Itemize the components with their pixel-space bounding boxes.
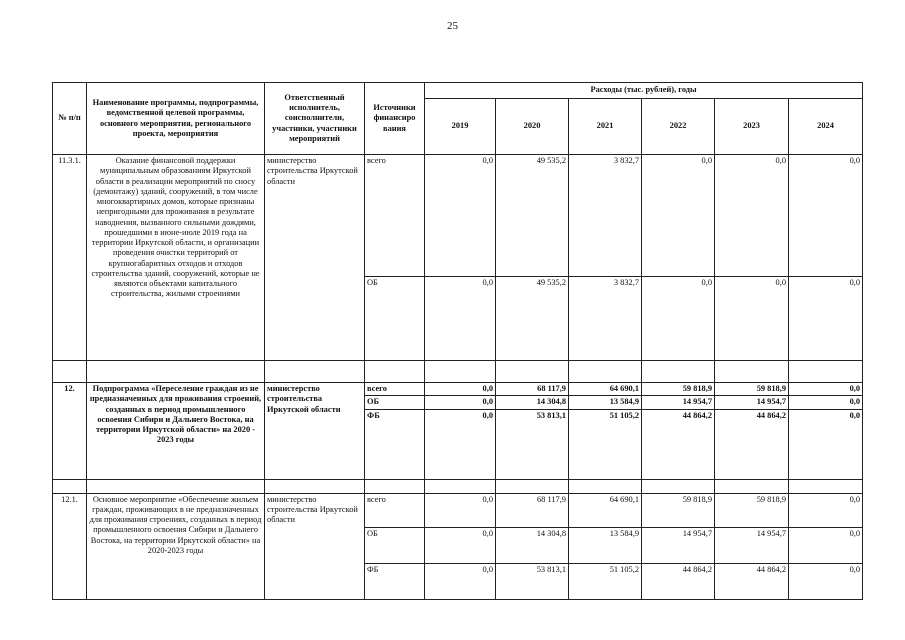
row-name: Оказание финансовой поддержки муниципальным образованиям Иркутской области в реализации мероприятий по сносу (демонтажу) зданий, сооружений, в том числе многоквартирных домов, которые признаны непригодными для проживания в результате наводнения, вызванного сильными дождями, прошедшими в июне-июле 2019 года на территории Иркутской области, и организации проведения очистки территорий от крупногабаритных отходов и отходов строительства зданий, сооружений, которые не являются объектами капитального строительства, жилыми строениями: [87, 155, 265, 361]
value-cell: 0,0: [425, 277, 496, 361]
row-code: 12.: [53, 383, 87, 480]
header-year: 2020: [496, 99, 569, 155]
row-name: Подпрограмма «Переселение граждан из не предназначенных для проживания строений, созданных в период промышленного освоения Сибири и Дальнего Востока, на территории Иркутской области» на 2020 - 2023 годы: [87, 383, 265, 480]
value-cell: 0,0: [789, 409, 863, 479]
row-source: всего: [365, 383, 425, 396]
row-source: ОБ: [365, 396, 425, 409]
spacer-row: [53, 361, 863, 383]
budget-table: [52, 82, 863, 600]
page-number: 25: [447, 20, 458, 32]
value-cell: 0,0: [425, 563, 496, 599]
value-cell: 0,0: [715, 155, 789, 277]
row-code: 12.1.: [53, 493, 87, 599]
row-source: ОБ: [365, 527, 425, 563]
header-year: 2019: [425, 99, 496, 155]
value-cell: 0,0: [789, 527, 863, 563]
value-cell: 53 813,1: [496, 409, 569, 479]
row-responsible: министерство строительства Иркутской области: [265, 155, 365, 361]
row-responsible: министерство строительства Иркутской области: [265, 493, 365, 599]
header-expenses: Расходы (тыс. рублей), годы: [425, 83, 863, 99]
value-cell: 0,0: [425, 155, 496, 277]
value-cell: 64 690,1: [569, 493, 642, 527]
table-row: [53, 155, 863, 277]
header-row-1: [53, 83, 863, 99]
value-cell: 64 690,1: [569, 383, 642, 396]
value-cell: 59 818,9: [642, 383, 715, 396]
row-name: Основное мероприятие «Обеспечение жильем граждан, проживающих в не предназначенных для проживания строениях, созданных в период промышленного освоения Сибири и Дальнего Востока, на территории Иркутской области» на 2020-2023 годы: [87, 493, 265, 599]
value-cell: 44 864,2: [642, 563, 715, 599]
value-cell: 53 813,1: [496, 563, 569, 599]
header-year: 2023: [715, 99, 789, 155]
value-cell: 0,0: [425, 409, 496, 479]
value-cell: 44 864,2: [642, 409, 715, 479]
value-cell: 14 954,7: [715, 527, 789, 563]
value-cell: 14 954,7: [715, 396, 789, 409]
value-cell: 59 818,9: [715, 383, 789, 396]
table-row: [53, 493, 863, 527]
row-source: всего: [365, 493, 425, 527]
value-cell: 13 584,9: [569, 527, 642, 563]
header-year: 2024: [789, 99, 863, 155]
header-year: 2021: [569, 99, 642, 155]
value-cell: 0,0: [425, 396, 496, 409]
value-cell: 14 304,8: [496, 527, 569, 563]
value-cell: 59 818,9: [642, 493, 715, 527]
value-cell: 0,0: [789, 493, 863, 527]
value-cell: 13 584,9: [569, 396, 642, 409]
header-year: 2022: [642, 99, 715, 155]
header-sources: Источники финансиро вания: [365, 83, 425, 155]
row-source: ФБ: [365, 563, 425, 599]
value-cell: 0,0: [425, 493, 496, 527]
row-responsible: министерство строительства Иркутской области: [265, 383, 365, 480]
value-cell: 44 864,2: [715, 563, 789, 599]
row-code: 11.3.1.: [53, 155, 87, 361]
header-no: № п/п: [53, 83, 87, 155]
spacer-row: [53, 479, 863, 493]
table-row: [53, 383, 863, 396]
value-cell: 49 535,2: [496, 277, 569, 361]
row-source: ОБ: [365, 277, 425, 361]
value-cell: 0,0: [642, 155, 715, 277]
header-responsible: Ответственный исполнитель, соисполнители, участники, участники мероприятий: [265, 83, 365, 155]
value-cell: 0,0: [789, 383, 863, 396]
value-cell: 0,0: [715, 277, 789, 361]
value-cell: 0,0: [789, 277, 863, 361]
value-cell: 14 954,7: [642, 396, 715, 409]
value-cell: 3 832,7: [569, 155, 642, 277]
value-cell: 14 304,8: [496, 396, 569, 409]
value-cell: 68 117,9: [496, 493, 569, 527]
value-cell: 0,0: [789, 563, 863, 599]
value-cell: 51 105,2: [569, 563, 642, 599]
value-cell: 51 105,2: [569, 409, 642, 479]
value-cell: 0,0: [425, 383, 496, 396]
value-cell: 44 864,2: [715, 409, 789, 479]
value-cell: 49 535,2: [496, 155, 569, 277]
value-cell: 0,0: [642, 277, 715, 361]
header-name: Наименование программы, подпрограммы, ведомственной целевой программы, основного мероприятия, регионального проекта, мероприятия: [87, 83, 265, 155]
value-cell: 0,0: [789, 155, 863, 277]
row-source: ФБ: [365, 409, 425, 479]
value-cell: 0,0: [425, 527, 496, 563]
value-cell: 14 954,7: [642, 527, 715, 563]
row-source: всего: [365, 155, 425, 277]
value-cell: 0,0: [789, 396, 863, 409]
value-cell: 59 818,9: [715, 493, 789, 527]
value-cell: 68 117,9: [496, 383, 569, 396]
value-cell: 3 832,7: [569, 277, 642, 361]
